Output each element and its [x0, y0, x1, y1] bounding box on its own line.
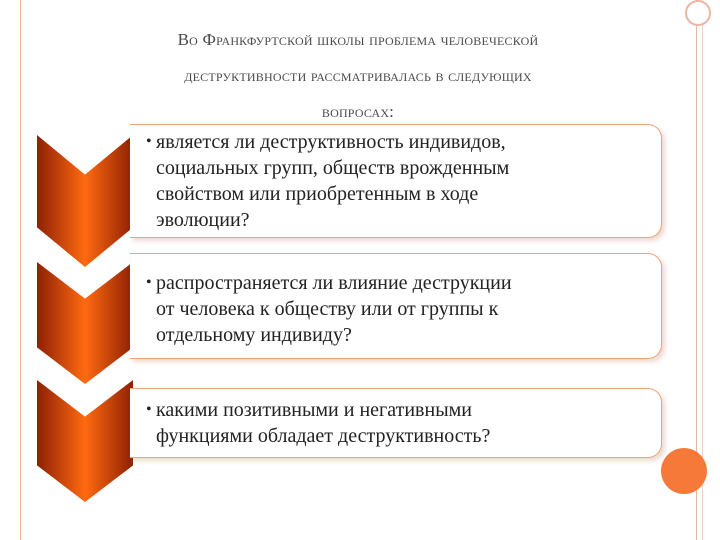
- decorative-circle-top: [685, 0, 711, 26]
- content-box-3: [130, 388, 662, 458]
- chevron-arrow-2: [37, 262, 133, 384]
- slide-title-line-2: деструктивности рассматривалась в следующих: [184, 66, 532, 85]
- list-item: [146, 397, 653, 449]
- list-item: [146, 129, 653, 233]
- slide-title: [48, 22, 668, 130]
- bullet-icon: •: [146, 133, 152, 150]
- content-box-1: [130, 124, 662, 238]
- slide-title-line-1: Во Франкфуртской школы проблема человеческой: [177, 30, 539, 49]
- bullet-icon: •: [146, 274, 152, 291]
- bullet-icon: •: [146, 401, 152, 418]
- content-box-2: [130, 253, 662, 359]
- chevron-arrow-3: [37, 380, 133, 502]
- frame-line-left: [20, 0, 21, 540]
- list-item-text: какими позитивными и негативными функциями обладает деструктивность?: [156, 399, 491, 447]
- list-item-text: является ли деструктивность индивидов, социальных групп, обществ врожденным свойством или приобретенным в ходе эволюции?: [156, 131, 510, 231]
- chevron-arrow-1: [37, 135, 133, 267]
- list-item: [146, 270, 653, 348]
- decorative-circle-accent: [661, 448, 707, 494]
- list-item-text: распространяется ли влияние деструкции от человека к обществу или от группы к отдельному индивиду?: [156, 272, 512, 346]
- slide-title-line-3: вопросах:: [321, 102, 395, 121]
